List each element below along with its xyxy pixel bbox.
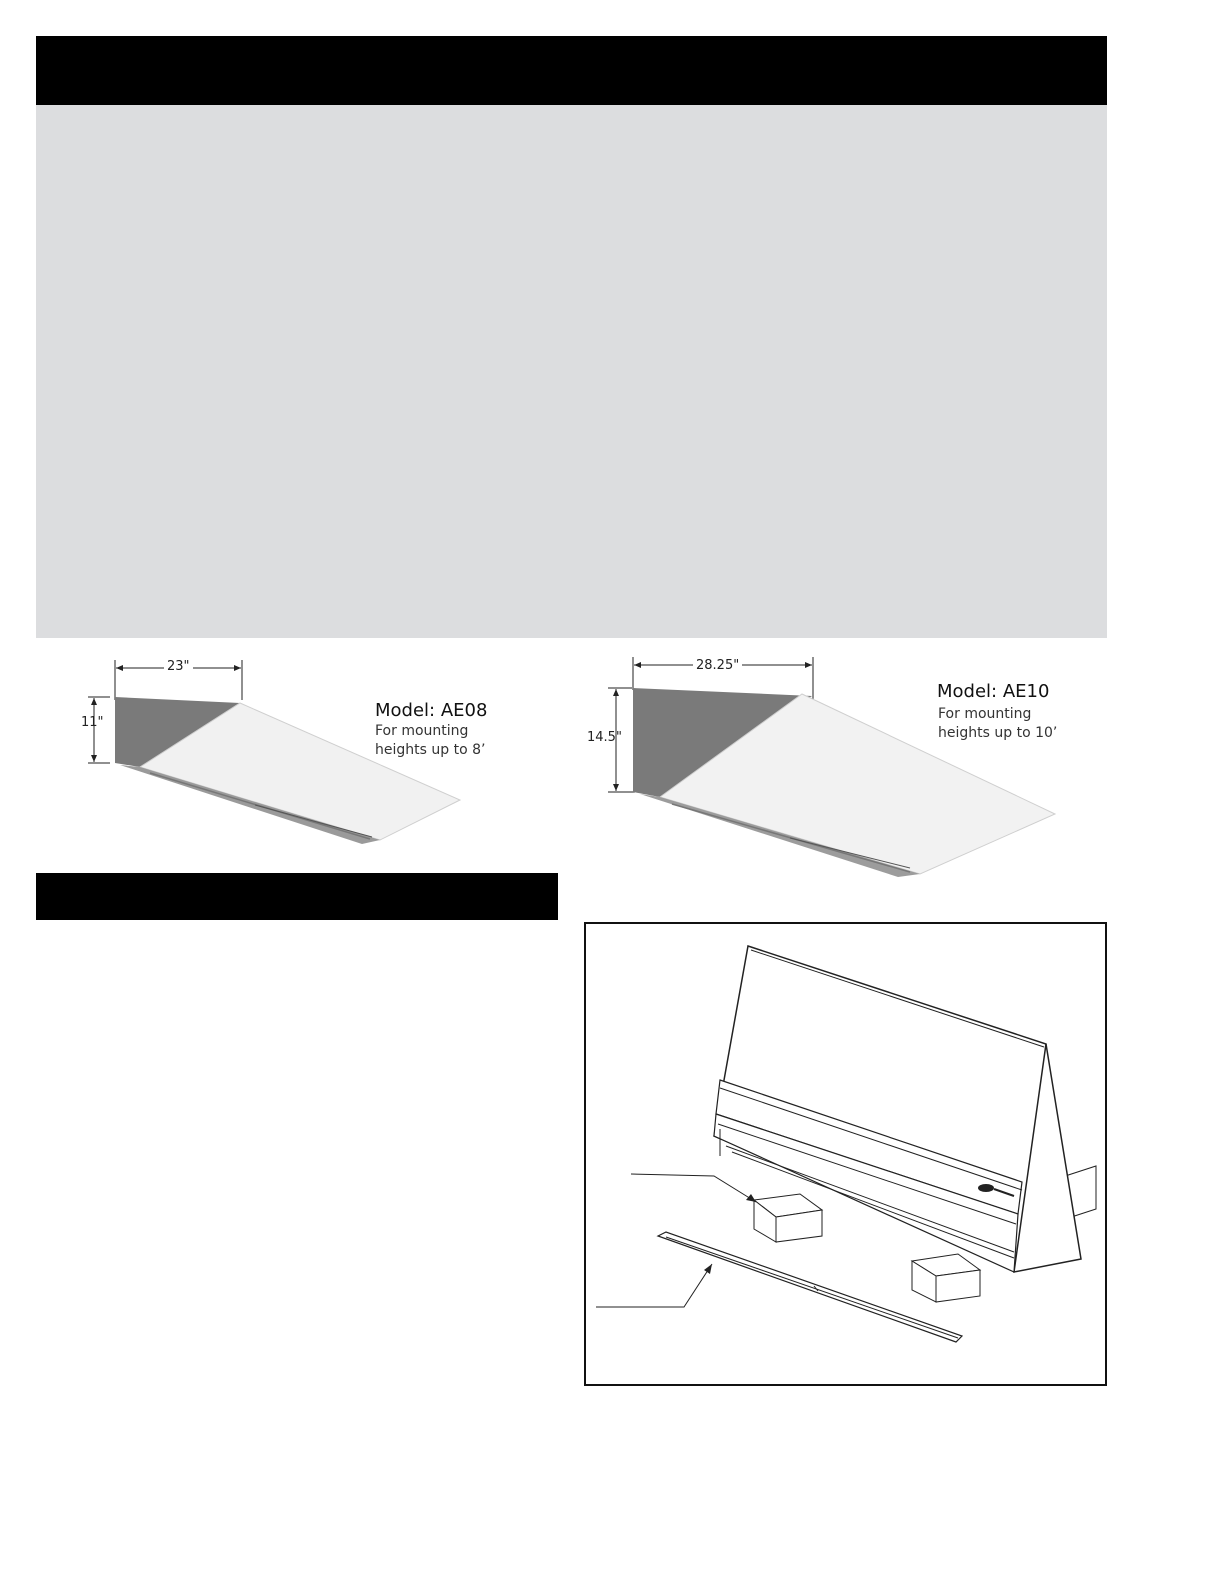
- ae10-note-line1: For mounting: [938, 706, 1032, 722]
- ae10-width-dimension: 28.25": [693, 658, 742, 673]
- unit-on-blocks-illustration: [586, 924, 1105, 1384]
- ae08-model-title: Model: AE08: [375, 700, 488, 721]
- installation-figure: [584, 922, 1107, 1386]
- ae10-note-line2: heights up to 10’: [938, 725, 1058, 741]
- ae08-note-line1: For mounting: [375, 723, 469, 739]
- specifications-panel: [36, 105, 1107, 638]
- ae10-model-title: Model: AE10: [937, 681, 1050, 702]
- ae08-note-line2: heights up to 8’: [375, 742, 486, 758]
- ae08-width-dimension: 23": [164, 659, 193, 674]
- ae08-height-dimension: 11": [81, 715, 104, 730]
- section-header-bar: [36, 873, 558, 920]
- top-header-bar: [36, 36, 1107, 105]
- ae10-height-dimension: 14.5": [587, 730, 622, 745]
